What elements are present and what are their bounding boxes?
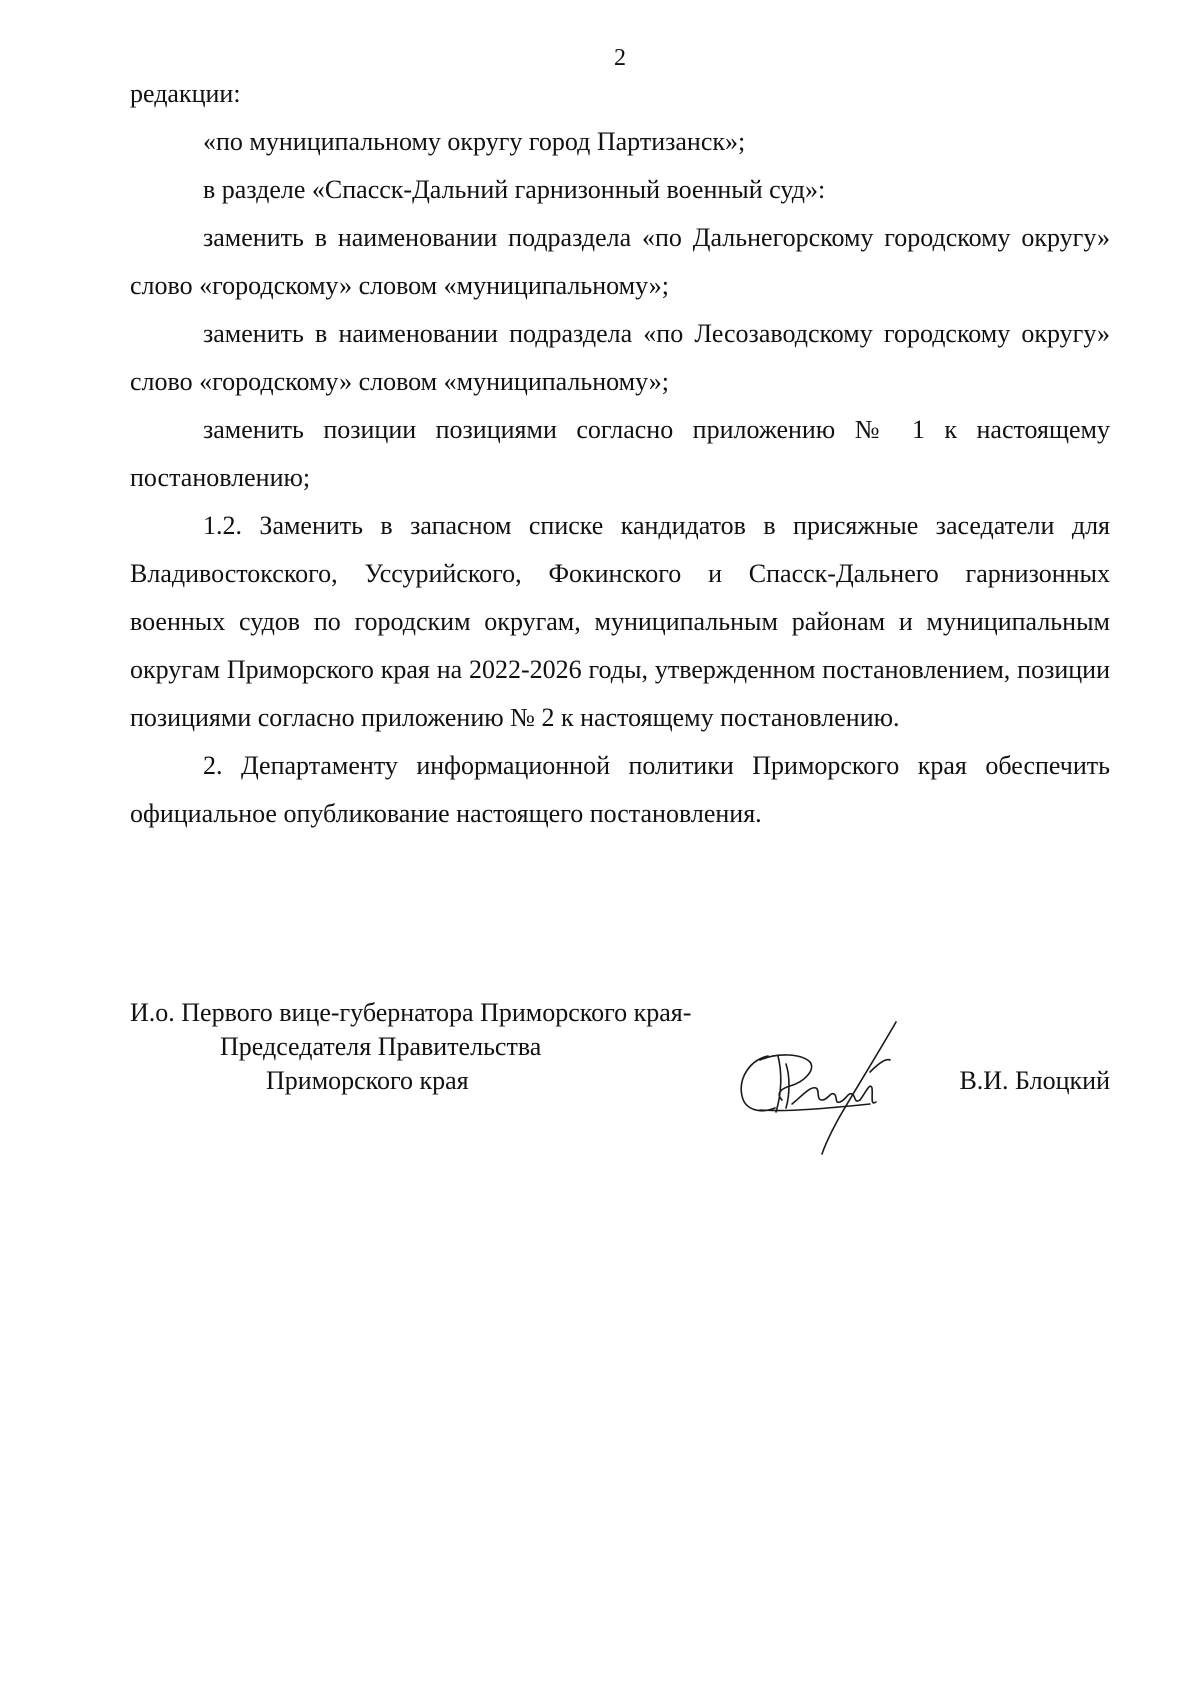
paragraph-5: заменить в наименовании подраздела «по Лесозаводскому городскому округу» слово «городскому» словом «муниципальному»; [130, 319, 1110, 396]
paragraph-2: «по муниципальному округу город Партизанск»; [203, 127, 746, 156]
handwritten-signature [720, 1016, 940, 1156]
paragraph-4: заменить в наименовании подраздела «по Дальнегорскому городскому округу» слово «городскому» словом «муниципальному»; [130, 223, 1110, 300]
signatory-title-line-1: И.о. Первого вице-губернатора Приморского края- [130, 998, 692, 1027]
page-number: 2 [614, 45, 626, 71]
signatory-title-line-2: Председателя Правительства [220, 1032, 542, 1061]
signature-block [130, 996, 1110, 1146]
signatory-name: В.И. Блоцкий [959, 1066, 1110, 1095]
paragraph-8: 2. Департаменту информационной политики Приморского края обеспечить официальное опубликование настоящего постановления. [130, 751, 1110, 828]
document-body [130, 70, 1110, 838]
paragraph-7: 1.2. Заменить в запасном списке кандидатов в присяжные заседатели для Владивостокского, Уссурийского, Фокинского и Спасск-Дальнего гарнизонных военных судов по городским округам, муниципальным районам и муниципальным округам Приморского края на 2022-2026 годы, утвержденном постановлением, позиции позициями согласно приложению № 2 к настоящему постановлению. [130, 511, 1110, 732]
paragraph-3: в разделе «Спасск-Дальний гарнизонный военный суд»: [203, 175, 826, 204]
signatory-title-line-3: Приморского края [266, 1066, 469, 1095]
paragraph-1: редакции: [130, 79, 241, 108]
paragraph-6: заменить позиции позициями согласно приложению № 1 к настоящему постановлению; [130, 415, 1110, 492]
